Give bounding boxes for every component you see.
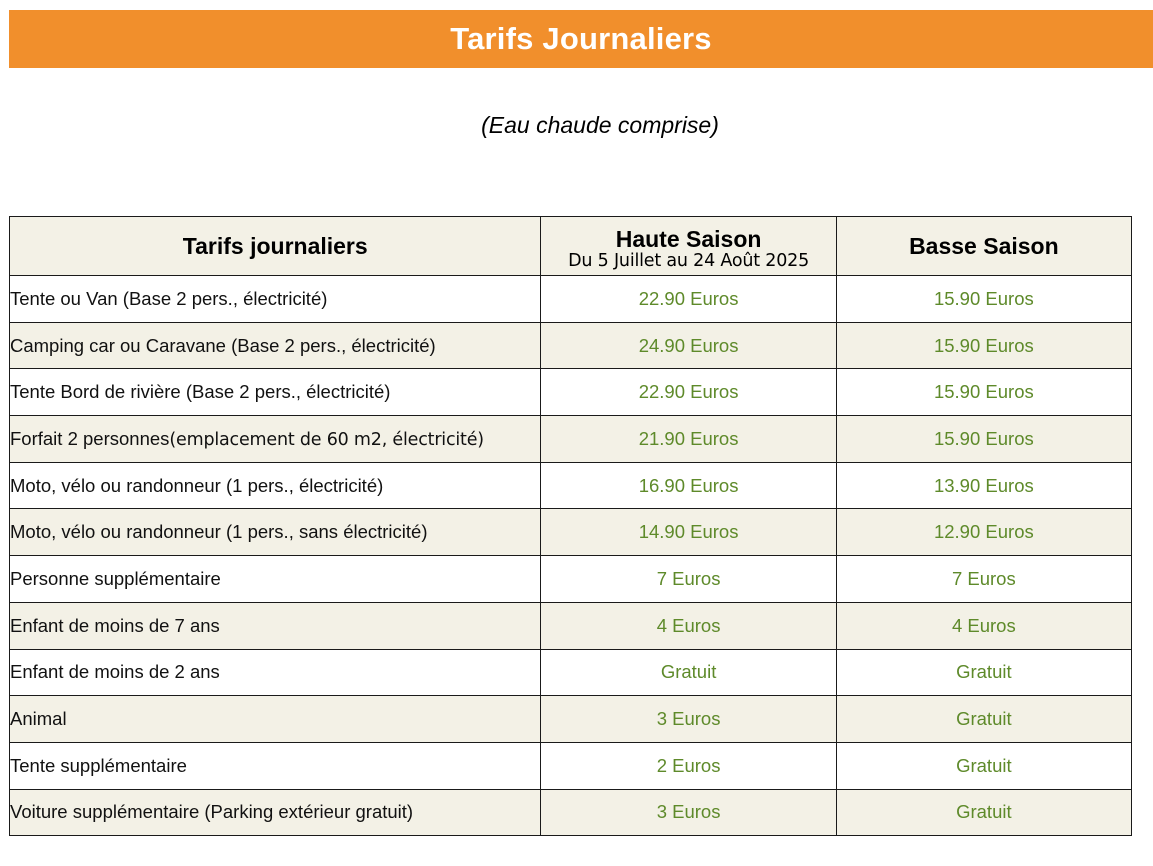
header-haute-saison-title: Haute Saison [615,226,762,252]
price-basse-saison: Gratuit [836,742,1131,789]
price-haute-saison: 4 Euros [541,602,836,649]
row-label [10,322,541,369]
title-banner [9,10,1153,68]
header-basse-saison: Basse Saison [836,217,1131,276]
row-label-text: Voiture supplémentaire (Parking extérieur gratuit) [10,801,414,823]
price-basse-saison: 15.90 Euros [836,322,1131,369]
row-label [10,416,541,463]
table-row [10,462,1132,509]
price-haute-saison: 22.90 Euros [541,276,836,323]
row-label [10,369,541,416]
price-haute-saison: 7 Euros [541,556,836,603]
price-basse-saison: 15.90 Euros [836,416,1131,463]
row-label-text: Tente ou Van (Base 2 pers., électricité) [10,287,328,309]
row-label [10,789,541,836]
price-basse-saison: Gratuit [836,649,1131,696]
row-label-text: Enfant de moins de 7 ans [10,614,220,636]
table-row [10,742,1132,789]
subtitle: (Eau chaude comprise) [481,112,719,138]
price-table [9,216,1132,836]
row-label-text: Personne supplémentaire [10,567,221,589]
price-haute-saison: 3 Euros [541,696,836,743]
table-row [10,416,1132,463]
row-label-extra: (emplacement de 60 m2, électricité) [169,429,484,450]
row-label [10,602,541,649]
price-haute-saison: 22.90 Euros [541,369,836,416]
table-row [10,696,1132,743]
row-label-text: Camping car ou Caravane (Base 2 pers., électricité) [10,334,436,356]
table-row [10,369,1132,416]
table-row [10,789,1132,836]
row-label-text: Moto, vélo ou randonneur (1 pers., sans électricité) [10,521,428,543]
table-row [10,556,1132,603]
table-row [10,276,1132,323]
price-basse-saison: Gratuit [836,789,1131,836]
row-label [10,742,541,789]
row-label-text: Enfant de moins de 2 ans [10,661,220,683]
price-haute-saison: 16.90 Euros [541,462,836,509]
row-label [10,462,541,509]
row-label [10,276,541,323]
price-basse-saison: 13.90 Euros [836,462,1131,509]
row-label-text: Moto, vélo ou randonneur (1 pers., électricité) [10,474,384,496]
row-label [10,509,541,556]
page-title: Tarifs Journaliers [450,21,712,56]
price-haute-saison: 3 Euros [541,789,836,836]
price-basse-saison: Gratuit [836,696,1131,743]
price-basse-saison: 4 Euros [836,602,1131,649]
price-haute-saison: 2 Euros [541,742,836,789]
table-row [10,322,1132,369]
row-label-text: Forfait 2 personnes [10,427,170,449]
price-haute-saison: Gratuit [541,649,836,696]
table-row [10,602,1132,649]
header-haute-saison [541,217,836,276]
row-label-text: Tente Bord de rivière (Base 2 pers., électricité) [10,381,391,403]
price-basse-saison: 15.90 Euros [836,369,1131,416]
header-haute-saison-dates: Du 5 Juillet au 24 Août 2025 [568,251,810,271]
row-label [10,696,541,743]
row-label [10,556,541,603]
price-haute-saison: 24.90 Euros [541,322,836,369]
price-basse-saison: 12.90 Euros [836,509,1131,556]
price-basse-saison: 15.90 Euros [836,276,1131,323]
table-header-row [10,217,1132,276]
table-row [10,509,1132,556]
row-label-text: Animal [10,708,67,730]
row-label-text: Tente supplémentaire [10,754,187,776]
price-basse-saison: 7 Euros [836,556,1131,603]
table-row [10,649,1132,696]
row-label [10,649,541,696]
price-haute-saison: 14.90 Euros [541,509,836,556]
price-haute-saison: 21.90 Euros [541,416,836,463]
header-tarifs-journaliers: Tarifs journaliers [10,217,541,276]
